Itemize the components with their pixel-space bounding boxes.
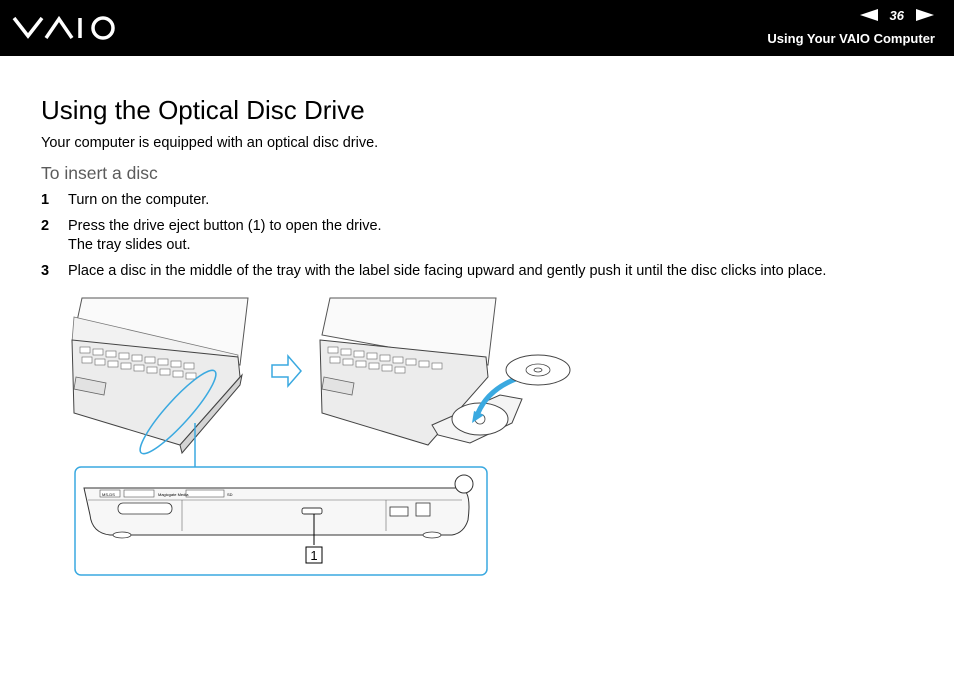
ms-slot-label: MS-DS (102, 492, 115, 497)
step-text: Place a disc in the middle of the tray with the label side facing upward and gently push it until the disc clicks into place. (68, 263, 827, 279)
right-arrow-icon[interactable] (916, 9, 934, 21)
sd-slot-label: SD (227, 492, 233, 497)
eject-button (302, 508, 322, 514)
page-navigation (860, 6, 934, 24)
magicgate-label: Magicgate Media (158, 492, 189, 497)
disc-insertion-illustration (60, 295, 580, 580)
vaio-logo (12, 12, 122, 42)
step-number: 1 (41, 192, 50, 208)
step-text: Turn on the computer. (68, 192, 210, 208)
intro-text: Your computer is equipped with an optical disc drive. (41, 135, 379, 151)
page-number: 36 (889, 7, 904, 23)
step-subtext: The tray slides out. (68, 237, 191, 253)
right-outline-arrow-icon (272, 356, 301, 386)
callout-label: 1 (310, 548, 318, 563)
laptop-closed-drive (72, 298, 248, 461)
step-number: 2 (41, 218, 50, 234)
step-text: Press the drive eject button (1) to open the drive. (68, 218, 382, 234)
step-number: 3 (41, 263, 50, 279)
page-title: Using the Optical Disc Drive (41, 95, 365, 125)
page-header (0, 0, 954, 56)
usb-port (390, 507, 408, 516)
section-title: Using Your VAIO Computer (767, 31, 935, 46)
laptop-open-drive (320, 298, 528, 445)
disc-icon (506, 355, 570, 385)
network-port (416, 503, 430, 516)
left-arrow-icon[interactable] (860, 9, 878, 21)
procedure-heading: To insert a disc (41, 163, 158, 183)
